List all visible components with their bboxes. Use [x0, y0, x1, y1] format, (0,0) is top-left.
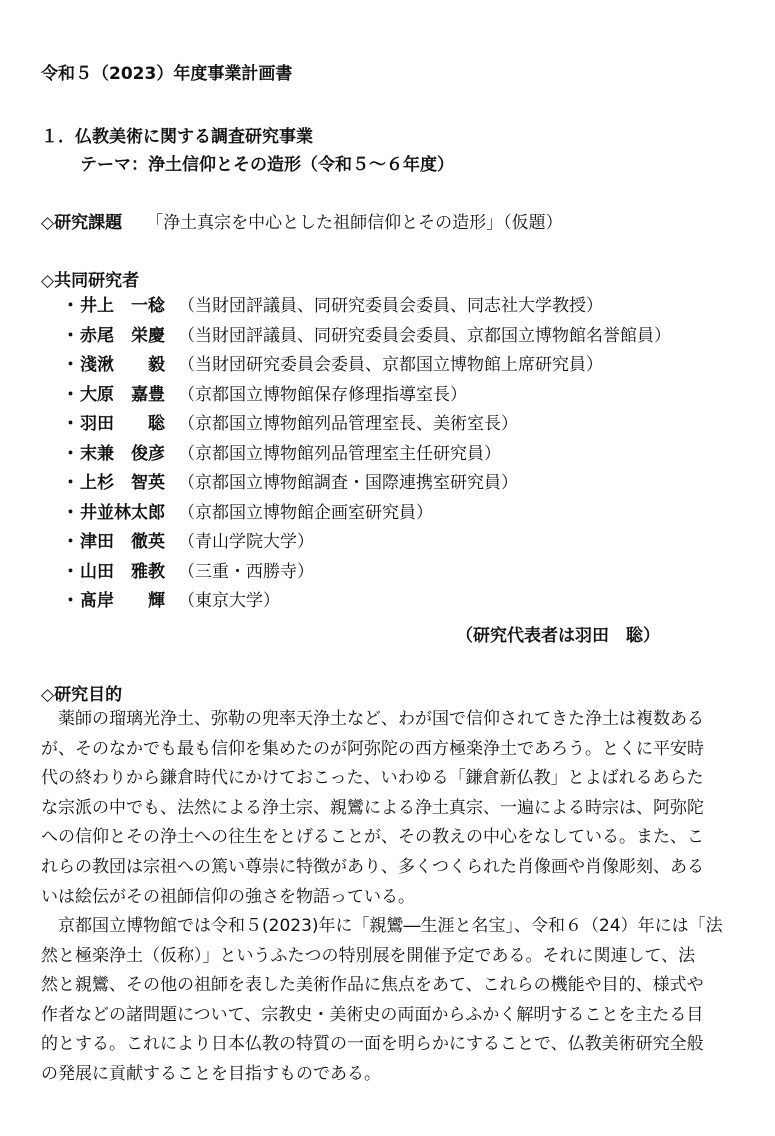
member-name: 山田 雅教 [80, 561, 165, 582]
paragraph-line: れらの教団は宗祖への篤い尊崇に特徴があり、多くつくられた肖像画や肖像彫刻、ある [41, 856, 704, 877]
member-role: （京都国立博物館企画室研究員） [178, 502, 433, 523]
member-role: （青山学院大学） [178, 532, 314, 552]
member-name: 大原 嘉豊 [80, 384, 165, 405]
bullet: ・ [62, 443, 79, 464]
bullet: ・ [62, 591, 79, 611]
member-name: 末兼 俊彦 [80, 443, 165, 464]
paragraph-line: な宗派の中でも、法然による浄土宗、親鸞による浄土真宗、一遍による時宗は、阿弥陀 [41, 797, 704, 818]
member-role: （当財団研究委員会委員、京都国立博物館上席研究員） [178, 355, 603, 375]
member-name: 津田 徹英 [80, 532, 165, 552]
research-topic [41, 208, 563, 233]
paragraph-line: いは絵伝がその祖師信仰の強さを物語っている。 [41, 886, 415, 907]
research-topic-value: 「浄土真宗を中心とした祖師信仰とその造形」（仮題） [146, 213, 563, 233]
member-name: 羽田 聡 [80, 414, 165, 434]
bullet: ・ [62, 561, 79, 582]
co-researchers-heading: ◇共同研究者 [41, 271, 140, 291]
research-purpose-paragraph-2 [41, 912, 741, 1090]
paragraph-line: への信仰とその浄土への往生をとげることが、その教えの中心をなしている。また、こ [41, 827, 704, 848]
paragraph-line: 代の終わりから鎌倉時代にかけておこった、いわゆる「鎌倉新仏教」とよばれるあらた [41, 768, 704, 789]
member-role: （京都国立博物館保存修理指導室長） [178, 384, 467, 405]
member-role: （東京大学） [178, 591, 280, 611]
paragraph-line: 薬師の瑠璃光浄土、弥勒の兜率天浄土など、わが国で信仰されてきた浄土は複数ある [41, 709, 704, 729]
member-role: （京都国立博物館列品管理室主任研究員） [178, 443, 501, 464]
list-item [62, 353, 671, 383]
member-role: （当財団評議員、同研究委員会委員、同志社大学教授） [178, 296, 603, 316]
member-role: （当財団評議員、同研究委員会委員、京都国立博物館名誉館員） [178, 325, 671, 346]
bullet: ・ [62, 502, 79, 523]
paragraph-line: 作者などの諸問題について、宗教史・美術史の両面からふかく解明することを主たる目 [41, 1004, 704, 1025]
list-item [62, 294, 671, 324]
member-name: 淺湫 毅 [80, 355, 165, 375]
list-item [62, 589, 671, 619]
member-name: 上杉 智英 [80, 473, 165, 493]
section-theme: テーマ：浄土信仰とその造形（令和５〜６年度） [80, 155, 454, 175]
paragraph-line: 然と極楽浄土（仮称）」というふたつの特別展を開催予定である。それに関連して、法 [41, 945, 696, 966]
document-title: 令和５（2023）年度事業計画書 [41, 64, 293, 84]
member-name: 井並林太郎 [80, 502, 165, 523]
research-purpose-heading: ◇研究目的 [41, 685, 123, 705]
paragraph-line: が、そのなかでも最も信仰を集めたのが阿弥陀の西方極楽浄土であろう。とくに平安時 [41, 738, 704, 759]
research-topic-label: ◇研究課題 [41, 213, 123, 233]
bullet: ・ [62, 296, 79, 316]
paragraph-line: 京都国立博物館では令和５(2023)年に「親鸞―生涯と名宝」、令和６（24）年には「法 [41, 916, 723, 936]
bullet: ・ [62, 414, 79, 434]
bullet: ・ [62, 473, 79, 493]
list-item [62, 471, 671, 501]
research-purpose-paragraph-1 [41, 705, 741, 912]
bullet: ・ [62, 325, 79, 346]
member-name: 井上 一稔 [80, 296, 165, 316]
bullet: ・ [62, 532, 79, 552]
paragraph-line: 然と親鸞、その他の祖師を表した美術作品に焦点をあて、これらの機能や目的、様式や [41, 975, 704, 996]
list-item [62, 501, 671, 531]
list-item [62, 324, 671, 354]
paragraph-line: の発展に貢献することを目指すものである。 [41, 1063, 381, 1084]
member-role: （三重・西勝寺） [178, 561, 314, 582]
member-name: 髙岸 輝 [80, 591, 165, 611]
list-item [62, 442, 671, 472]
co-researchers-list [62, 294, 671, 619]
member-role: （京都国立博物館列品管理室長、美術室長） [178, 414, 518, 434]
list-item [62, 530, 671, 560]
list-item [62, 412, 671, 442]
list-item [62, 560, 671, 590]
member-role: （京都国立博物館調査・国際連携室研究員） [178, 473, 518, 493]
bullet: ・ [62, 384, 79, 405]
bullet: ・ [62, 355, 79, 375]
member-name: 赤尾 栄慶 [80, 325, 165, 346]
research-representative: （研究代表者は羽田 聡） [456, 626, 660, 646]
paragraph-line: 的とする。これにより日本仏教の特質の一面を明らかにすることで、仏教美術研究全般 [41, 1034, 704, 1055]
section-heading-buddhist-art-research: １．仏教美術に関する調査研究事業 [41, 127, 313, 147]
list-item [62, 383, 671, 413]
